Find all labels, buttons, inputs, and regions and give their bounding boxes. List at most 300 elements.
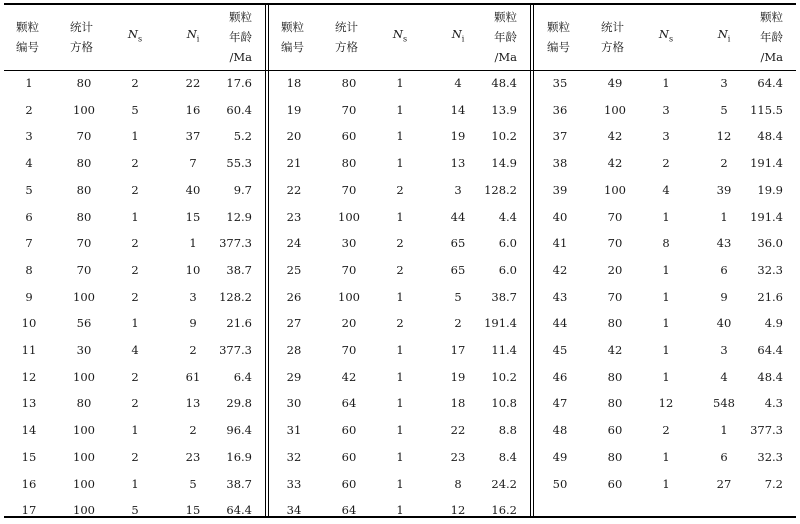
cell-no: 42 <box>552 262 568 277</box>
cell-ns: 1 <box>662 262 670 277</box>
cell-no: 3 <box>25 129 33 144</box>
cell-no: 16 <box>21 476 37 491</box>
table-row <box>265 497 527 524</box>
header-text: 方格 <box>601 39 624 54</box>
cell-ni: 4 <box>454 76 462 90</box>
cell-age: 55.3 <box>226 156 252 171</box>
cell-grid: 70 <box>341 343 357 357</box>
cell-no: 11 <box>21 343 37 357</box>
cell-ns: 2 <box>662 423 670 438</box>
cell-ni: 39 <box>716 182 732 197</box>
cell-grid: 80 <box>76 156 92 171</box>
cell-age: 64.4 <box>757 76 783 90</box>
table-row <box>0 364 262 391</box>
cell-ns: 1 <box>396 396 404 411</box>
cell-grid: 100 <box>73 503 95 518</box>
cell-age: 36.0 <box>757 236 783 251</box>
cell-ni: 27 <box>716 476 732 491</box>
cell-ni: 6 <box>720 449 728 464</box>
table-row <box>0 390 262 417</box>
table-row <box>265 204 527 231</box>
header-text: 颗粒 <box>229 9 252 24</box>
cell-no: 5 <box>25 182 33 197</box>
cell-ns: 1 <box>396 503 404 518</box>
cell-grid: 100 <box>73 476 95 491</box>
cell-ns: 1 <box>396 369 404 384</box>
cell-no: 48 <box>552 423 568 438</box>
table-row <box>0 497 262 524</box>
table-row <box>265 364 527 391</box>
cell-ni: 3 <box>454 182 462 197</box>
cell-no: 10 <box>21 316 37 331</box>
cell-age: 9.7 <box>233 182 252 197</box>
cell-ns: 1 <box>662 316 670 331</box>
table-row <box>531 257 793 284</box>
header-ns <box>377 3 423 70</box>
cell-no: 12 <box>21 369 37 384</box>
table-row <box>531 417 793 444</box>
cell-grid: 100 <box>73 423 95 438</box>
header-text: 年龄 <box>760 29 783 44</box>
cell-age: 10.2 <box>491 129 517 144</box>
table-row <box>265 177 527 204</box>
cell-no: 45 <box>552 343 568 357</box>
cell-grid: 60 <box>607 423 623 438</box>
cell-ni: 17 <box>450 343 466 357</box>
cell-ni: 12 <box>450 503 466 518</box>
cell-grid: 60 <box>341 476 357 491</box>
header-text: 颗粒 <box>760 9 783 24</box>
cell-age: 64.4 <box>757 343 783 357</box>
table-row <box>531 364 793 391</box>
cell-ns: 4 <box>662 182 670 197</box>
header-ni-symbol <box>187 24 200 49</box>
cell-age: 38.7 <box>226 262 252 277</box>
cell-grid: 20 <box>341 316 357 331</box>
cell-age: 32.3 <box>757 449 783 464</box>
cell-ns: 1 <box>662 76 670 90</box>
table-row <box>531 204 793 231</box>
cell-age: 19.9 <box>757 182 783 197</box>
header-ns-subscript: s <box>402 34 408 44</box>
cell-no: 34 <box>286 503 302 518</box>
table-row <box>0 444 262 471</box>
cell-grid: 49 <box>607 76 623 90</box>
header-text: 编号 <box>16 39 39 54</box>
cell-ns: 2 <box>131 156 139 171</box>
cell-ns: 1 <box>662 476 670 491</box>
cell-age: 6.4 <box>233 369 252 384</box>
cell-ni: 15 <box>185 209 201 224</box>
cell-age: 4.4 <box>498 209 517 224</box>
cell-ni: 2 <box>454 316 462 331</box>
cell-grid: 70 <box>76 262 92 277</box>
cell-grid: 70 <box>607 236 623 251</box>
cell-ni: 43 <box>716 236 732 251</box>
cell-age: 4.9 <box>764 316 783 331</box>
cell-ni: 12 <box>716 129 732 144</box>
header-text: 颗粒 <box>281 19 304 34</box>
cell-no: 25 <box>286 262 302 277</box>
header-ns <box>112 3 158 70</box>
cell-no: 38 <box>552 156 568 171</box>
cell-age: 21.6 <box>226 316 252 331</box>
cell-ns: 1 <box>131 316 139 331</box>
cell-grid: 80 <box>341 76 357 90</box>
cell-ni: 10 <box>185 262 201 277</box>
cell-age: 96.4 <box>226 423 252 438</box>
cell-ns: 2 <box>131 262 139 277</box>
table-row <box>531 337 793 364</box>
table-row <box>0 471 262 498</box>
cell-age: 10.8 <box>491 396 517 411</box>
table-row <box>531 97 793 124</box>
cell-no: 1 <box>25 76 33 90</box>
cell-no: 2 <box>25 102 33 117</box>
cell-ns: 4 <box>131 343 139 357</box>
cell-age: 13.9 <box>491 102 517 117</box>
cell-grid: 80 <box>607 369 623 384</box>
table-row <box>0 257 262 284</box>
cell-ni: 1 <box>720 209 728 224</box>
cell-grid: 70 <box>76 129 92 144</box>
cell-ns: 1 <box>396 156 404 171</box>
table-row <box>265 230 527 257</box>
cell-age: 377.3 <box>750 423 783 438</box>
header-age <box>731 3 783 70</box>
header-group <box>531 3 793 70</box>
cell-no: 22 <box>286 182 302 197</box>
cell-ni: 19 <box>450 369 466 384</box>
cell-no: 18 <box>286 76 302 90</box>
cell-ni: 40 <box>185 182 201 197</box>
cell-ni: 61 <box>185 369 201 384</box>
header-ni-symbol <box>452 24 465 49</box>
header-text: /Ma <box>760 49 783 64</box>
cell-grid: 30 <box>76 343 92 357</box>
cell-no: 44 <box>552 316 568 331</box>
header-grid <box>335 3 375 70</box>
header-age <box>465 3 517 70</box>
cell-ni: 18 <box>450 396 466 411</box>
cell-ni: 16 <box>185 102 201 117</box>
cell-age: 377.3 <box>219 236 252 251</box>
header-text: /Ma <box>494 49 517 64</box>
cell-age: 48.4 <box>757 129 783 144</box>
header-ns-letter: N <box>658 26 669 41</box>
cell-age: 38.7 <box>491 289 517 304</box>
cell-grid: 60 <box>341 449 357 464</box>
cell-ns: 2 <box>396 182 404 197</box>
cell-ns: 1 <box>662 289 670 304</box>
cell-age: 48.4 <box>491 76 517 90</box>
cell-grid: 60 <box>607 476 623 491</box>
header-text: 颗粒 <box>16 19 39 34</box>
header-ns-subscript: s <box>137 34 143 44</box>
table-row <box>531 150 793 177</box>
table-row <box>0 70 262 97</box>
header-ns-letter: N <box>392 26 403 41</box>
cell-no: 15 <box>21 449 37 464</box>
cell-grid: 42 <box>607 343 623 357</box>
cell-no: 43 <box>552 289 568 304</box>
cell-no: 29 <box>286 369 302 384</box>
cell-grid: 64 <box>341 503 357 518</box>
table-row <box>265 337 527 364</box>
cell-age: 16.2 <box>491 503 517 518</box>
cell-age: 5.2 <box>233 129 252 144</box>
header-text: 方格 <box>70 39 93 54</box>
cell-age: 4.3 <box>764 396 783 411</box>
cell-ni: 9 <box>720 289 728 304</box>
cell-no: 23 <box>286 209 302 224</box>
cell-ni: 1 <box>189 236 197 251</box>
cell-ns: 1 <box>131 129 139 144</box>
header-ni-subscript: i <box>461 34 465 44</box>
cell-ni: 37 <box>185 129 201 144</box>
cell-ns: 1 <box>396 289 404 304</box>
cell-ni: 23 <box>185 449 201 464</box>
table-row <box>265 284 527 311</box>
cell-ni: 22 <box>185 76 201 90</box>
cell-no: 50 <box>552 476 568 491</box>
cell-ns: 1 <box>662 369 670 384</box>
cell-ns: 2 <box>396 262 404 277</box>
cell-grid: 100 <box>73 369 95 384</box>
cell-ns: 2 <box>131 182 139 197</box>
cell-ni: 5 <box>454 289 462 304</box>
header-text: /Ma <box>229 49 252 64</box>
cell-ns: 1 <box>396 102 404 117</box>
cell-ns: 2 <box>396 236 404 251</box>
cell-no: 33 <box>286 476 302 491</box>
cell-ni: 44 <box>450 209 466 224</box>
cell-no: 37 <box>552 129 568 144</box>
cell-age: 60.4 <box>226 102 252 117</box>
cell-no: 17 <box>21 503 37 518</box>
cell-no: 30 <box>286 396 302 411</box>
cell-grid: 70 <box>341 102 357 117</box>
cell-ni: 5 <box>189 476 197 491</box>
cell-ns: 2 <box>131 369 139 384</box>
cell-ns: 1 <box>662 209 670 224</box>
header-text: 年龄 <box>229 29 252 44</box>
cell-ni: 548 <box>713 396 735 411</box>
cell-ni: 13 <box>185 396 201 411</box>
header-ni-letter: N <box>451 26 462 41</box>
header-text: 统计 <box>335 19 358 34</box>
cell-no: 36 <box>552 102 568 117</box>
header-grid <box>601 3 641 70</box>
cell-no: 26 <box>286 289 302 304</box>
header-ni-subscript: i <box>196 34 200 44</box>
table-row <box>531 177 793 204</box>
cell-age: 191.4 <box>750 209 783 224</box>
cell-grid: 80 <box>607 449 623 464</box>
header-ni-subscript: i <box>727 34 731 44</box>
cell-age: 191.4 <box>750 156 783 171</box>
cell-ns: 8 <box>662 236 670 251</box>
table-row <box>531 230 793 257</box>
cell-age: 38.7 <box>226 476 252 491</box>
cell-age: 6.0 <box>498 262 517 277</box>
table-row <box>265 310 527 337</box>
cell-no: 4 <box>25 156 33 171</box>
cell-age: 377.3 <box>219 343 252 357</box>
header-text: 编号 <box>547 39 570 54</box>
cell-grid: 80 <box>76 76 92 90</box>
cell-ni: 3 <box>189 289 197 304</box>
cell-no: 21 <box>286 156 302 171</box>
header-group <box>0 3 262 70</box>
cell-no: 41 <box>552 236 568 251</box>
header-ns-subscript: s <box>668 34 674 44</box>
cell-age: 11.4 <box>491 343 517 357</box>
cell-ns: 1 <box>396 76 404 90</box>
cell-no: 32 <box>286 449 302 464</box>
cell-age: 10.2 <box>491 369 517 384</box>
cell-no: 28 <box>286 343 302 357</box>
cell-grid: 100 <box>604 182 626 197</box>
cell-grid: 56 <box>76 316 92 331</box>
cell-age: 6.0 <box>498 236 517 251</box>
cell-no: 31 <box>286 423 302 438</box>
cell-grid: 60 <box>341 129 357 144</box>
cell-ni: 13 <box>450 156 466 171</box>
cell-grid: 80 <box>76 209 92 224</box>
cell-ni: 1 <box>720 423 728 438</box>
cell-ni: 7 <box>189 156 197 171</box>
cell-ns: 3 <box>662 129 670 144</box>
cell-grid: 42 <box>607 129 623 144</box>
header-text: 编号 <box>281 39 304 54</box>
cell-ni: 23 <box>450 449 466 464</box>
cell-age: 191.4 <box>484 316 517 331</box>
cell-no: 24 <box>286 236 302 251</box>
cell-no: 9 <box>25 289 33 304</box>
cell-ns: 1 <box>396 423 404 438</box>
cell-grid: 64 <box>341 396 357 411</box>
header-ns-symbol <box>659 24 673 49</box>
cell-ns: 1 <box>662 449 670 464</box>
cell-ni: 9 <box>189 316 197 331</box>
cell-ns: 1 <box>662 343 670 357</box>
cell-ns: 5 <box>131 102 139 117</box>
cell-no: 14 <box>21 423 37 438</box>
cell-ns: 2 <box>396 316 404 331</box>
cell-age: 24.2 <box>491 476 517 491</box>
cell-ni: 14 <box>450 102 466 117</box>
table-row <box>531 123 793 150</box>
table-row <box>0 177 262 204</box>
cell-grid: 100 <box>338 289 360 304</box>
cell-ni: 15 <box>185 503 201 518</box>
cell-age: 21.6 <box>757 289 783 304</box>
cell-ns: 1 <box>396 449 404 464</box>
cell-grid: 70 <box>607 289 623 304</box>
cell-ns: 2 <box>131 449 139 464</box>
cell-ns: 1 <box>396 209 404 224</box>
cell-grid: 70 <box>76 236 92 251</box>
header-grid <box>70 3 110 70</box>
header-grain-no <box>281 3 321 70</box>
cell-no: 20 <box>286 129 302 144</box>
cell-grid: 100 <box>73 449 95 464</box>
table-row <box>265 150 527 177</box>
header-ns <box>643 3 689 70</box>
table-row <box>265 471 527 498</box>
cell-age: 8.8 <box>498 423 517 438</box>
cell-ns: 2 <box>131 396 139 411</box>
header-text: 统计 <box>70 19 93 34</box>
cell-ni: 3 <box>720 76 728 90</box>
cell-ns: 1 <box>131 476 139 491</box>
cell-grid: 100 <box>73 289 95 304</box>
table-row <box>0 204 262 231</box>
table-row <box>0 337 262 364</box>
cell-no: 39 <box>552 182 568 197</box>
cell-no: 49 <box>552 449 568 464</box>
table-row <box>265 97 527 124</box>
header-text: 颗粒 <box>494 9 517 24</box>
cell-ni: 5 <box>720 102 728 117</box>
cell-ns: 1 <box>396 343 404 357</box>
table-row <box>531 310 793 337</box>
table-row <box>531 284 793 311</box>
cell-grid: 80 <box>76 396 92 411</box>
cell-ni: 65 <box>450 236 466 251</box>
header-text: 年龄 <box>494 29 517 44</box>
table-row <box>0 230 262 257</box>
table-row <box>0 417 262 444</box>
cell-no: 27 <box>286 316 302 331</box>
cell-ni: 40 <box>716 316 732 331</box>
cell-age: 64.4 <box>226 503 252 518</box>
cell-grid: 80 <box>76 182 92 197</box>
cell-ns: 2 <box>131 76 139 90</box>
cell-ns: 12 <box>658 396 674 411</box>
cell-grid: 100 <box>73 102 95 117</box>
cell-age: 29.8 <box>226 396 252 411</box>
cell-grid: 80 <box>341 156 357 171</box>
cell-ni: 4 <box>720 369 728 384</box>
cell-no: 47 <box>552 396 568 411</box>
cell-grid: 42 <box>607 156 623 171</box>
table-row <box>0 284 262 311</box>
cell-age: 8.4 <box>498 449 517 464</box>
cell-grid: 30 <box>341 236 357 251</box>
table-row <box>265 123 527 150</box>
header-ni-letter: N <box>717 26 728 41</box>
cell-ni: 8 <box>454 476 462 491</box>
cell-no: 46 <box>552 369 568 384</box>
cell-ns: 2 <box>662 156 670 171</box>
cell-age: 7.2 <box>764 476 783 491</box>
table-row <box>265 444 527 471</box>
table-row <box>531 70 793 97</box>
cell-no: 7 <box>25 236 33 251</box>
table-row <box>0 310 262 337</box>
cell-ni: 65 <box>450 262 466 277</box>
header-ni-symbol <box>718 24 731 49</box>
cell-grid: 42 <box>341 369 357 384</box>
cell-age: 17.6 <box>226 76 252 90</box>
header-group <box>265 3 527 70</box>
header-text: 方格 <box>335 39 358 54</box>
cell-ni: 2 <box>189 423 197 438</box>
header-ns-symbol <box>128 24 142 49</box>
cell-ns: 3 <box>662 102 670 117</box>
